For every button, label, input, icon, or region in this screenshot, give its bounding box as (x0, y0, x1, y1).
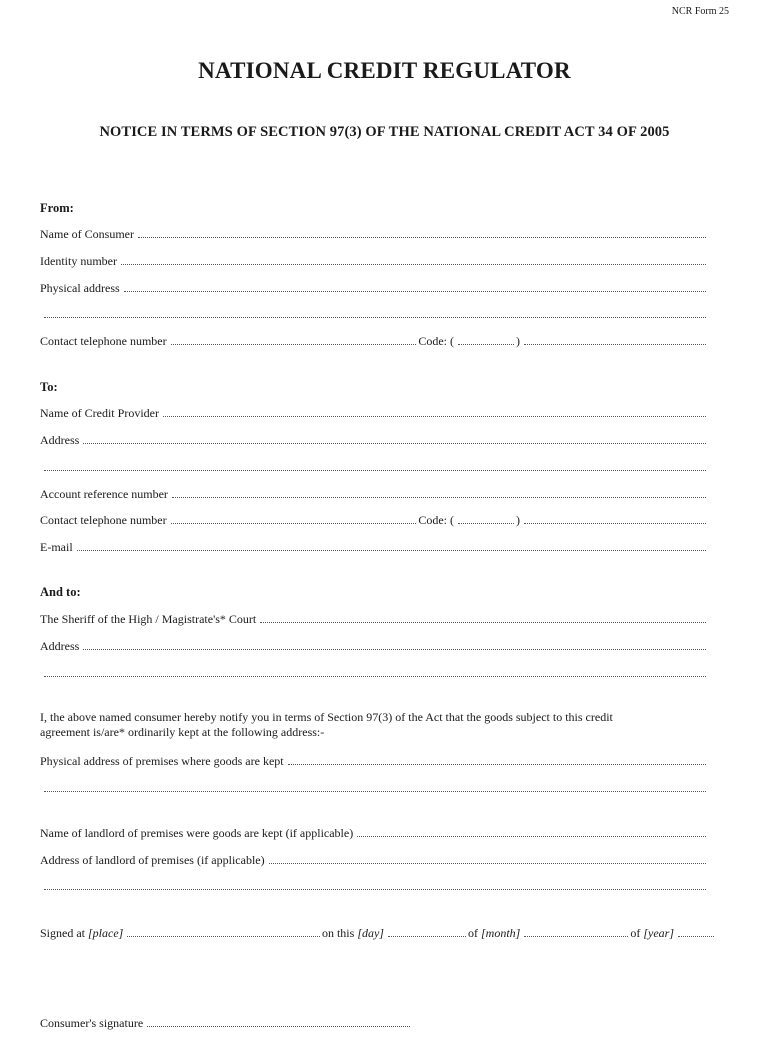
dotted-line (260, 622, 706, 623)
dotted-line (171, 344, 417, 345)
month-field[interactable] (524, 936, 628, 937)
notice-line-2: agreement is/are* ordinarily kept at the following address:- (40, 725, 325, 739)
dotted-line[interactable] (524, 344, 706, 345)
premises-address-continuation-field[interactable] (40, 779, 708, 795)
dotted-line (44, 676, 706, 677)
landlord-address-continuation-field[interactable] (40, 877, 708, 893)
code-dotted-line[interactable] (458, 344, 514, 345)
dotted-line (124, 291, 706, 292)
dotted-line[interactable] (524, 523, 706, 524)
place-field[interactable] (127, 936, 320, 937)
code-close: ) (516, 334, 520, 348)
email-field[interactable] (40, 538, 708, 554)
credit-provider-field[interactable] (40, 404, 708, 420)
code-label: Code: ( (418, 334, 454, 348)
page-title: NATIONAL CREDIT REGULATOR (198, 58, 571, 83)
notice-paragraph (40, 710, 708, 740)
year-hint: [year] (643, 926, 674, 940)
consumer-signature-label: Consumer's signature (40, 1016, 144, 1030)
day-hint: [day] (357, 926, 384, 940)
sheriff-address-label: Address (40, 639, 80, 653)
provider-phone-field[interactable] (40, 511, 708, 527)
identity-number-label: Identity number (40, 254, 117, 268)
signed-at-label: Signed at (40, 926, 85, 940)
account-reference-label: Account reference number (40, 487, 168, 501)
dotted-line (147, 1026, 410, 1027)
page-subtitle: NOTICE IN TERMS OF SECTION 97(3) OF THE NATIONAL CREDIT ACT 34 OF 2005 (99, 124, 670, 140)
provider-phone-label: Contact telephone number (40, 513, 167, 527)
form-number: NCR Form 25 (671, 6, 729, 17)
physical-address-continuation-field[interactable] (40, 305, 708, 321)
physical-address-field[interactable] (40, 279, 708, 295)
from-heading: From: (40, 201, 74, 215)
provider-address-continuation-field[interactable] (40, 458, 708, 474)
code-label: Code: ( (418, 513, 454, 527)
dotted-line (357, 836, 706, 837)
email-label: E-mail (40, 540, 73, 554)
dotted-line (44, 317, 706, 318)
consumer-phone-field[interactable] (40, 332, 708, 348)
provider-address-label: Address (40, 433, 80, 447)
account-reference-field[interactable] (40, 485, 708, 501)
dotted-line (83, 649, 706, 650)
dotted-line (288, 764, 706, 765)
dotted-line (163, 416, 706, 417)
physical-address-label: Physical address (40, 281, 120, 295)
sheriff-court-label: The Sheriff of the High / Magistrate's* Court (40, 612, 257, 626)
on-this-label: on this (321, 926, 355, 940)
consumer-name-field[interactable] (40, 225, 708, 241)
sheriff-address-field[interactable] (40, 637, 708, 653)
dotted-line (171, 523, 417, 524)
dotted-line (44, 889, 706, 890)
notice-line-1: I, the above named consumer hereby notify you in terms of Section 97(3) of the Act that the goods subject to this credit (40, 710, 613, 724)
signed-at-row (40, 924, 716, 940)
of-label: of (630, 926, 641, 940)
provider-address-field[interactable] (40, 431, 708, 447)
premises-address-label: Physical address of premises where goods are kept (40, 754, 284, 768)
landlord-address-field[interactable] (40, 851, 708, 867)
dotted-line (121, 264, 706, 265)
dotted-line (269, 863, 706, 864)
landlord-address-label: Address of landlord of premises (if applicable) (40, 853, 265, 867)
of-label: of (467, 926, 478, 940)
credit-provider-label: Name of Credit Provider (40, 406, 159, 420)
place-hint: [place] (88, 926, 124, 940)
sheriff-court-field[interactable] (40, 610, 708, 626)
premises-address-field[interactable] (40, 752, 708, 768)
to-heading: To: (40, 380, 58, 394)
day-field[interactable] (388, 936, 466, 937)
dotted-line (172, 497, 706, 498)
landlord-name-label: Name of landlord of premises were goods are kept (if applicable) (40, 826, 354, 840)
landlord-name-field[interactable] (40, 824, 708, 840)
year-field[interactable] (678, 936, 714, 937)
dotted-line (77, 550, 706, 551)
code-close: ) (516, 513, 520, 527)
dotted-line (83, 443, 706, 444)
month-hint: [month] (480, 926, 521, 940)
consumer-signature-field[interactable] (40, 1014, 412, 1030)
code-dotted-line[interactable] (458, 523, 514, 524)
dotted-line (44, 470, 706, 471)
consumer-phone-label: Contact telephone number (40, 334, 167, 348)
dotted-line (138, 237, 706, 238)
and-to-heading: And to: (40, 585, 81, 599)
identity-number-field[interactable] (40, 252, 708, 268)
sheriff-address-continuation-field[interactable] (40, 664, 708, 680)
dotted-line (44, 791, 706, 792)
consumer-name-label: Name of Consumer (40, 227, 134, 241)
